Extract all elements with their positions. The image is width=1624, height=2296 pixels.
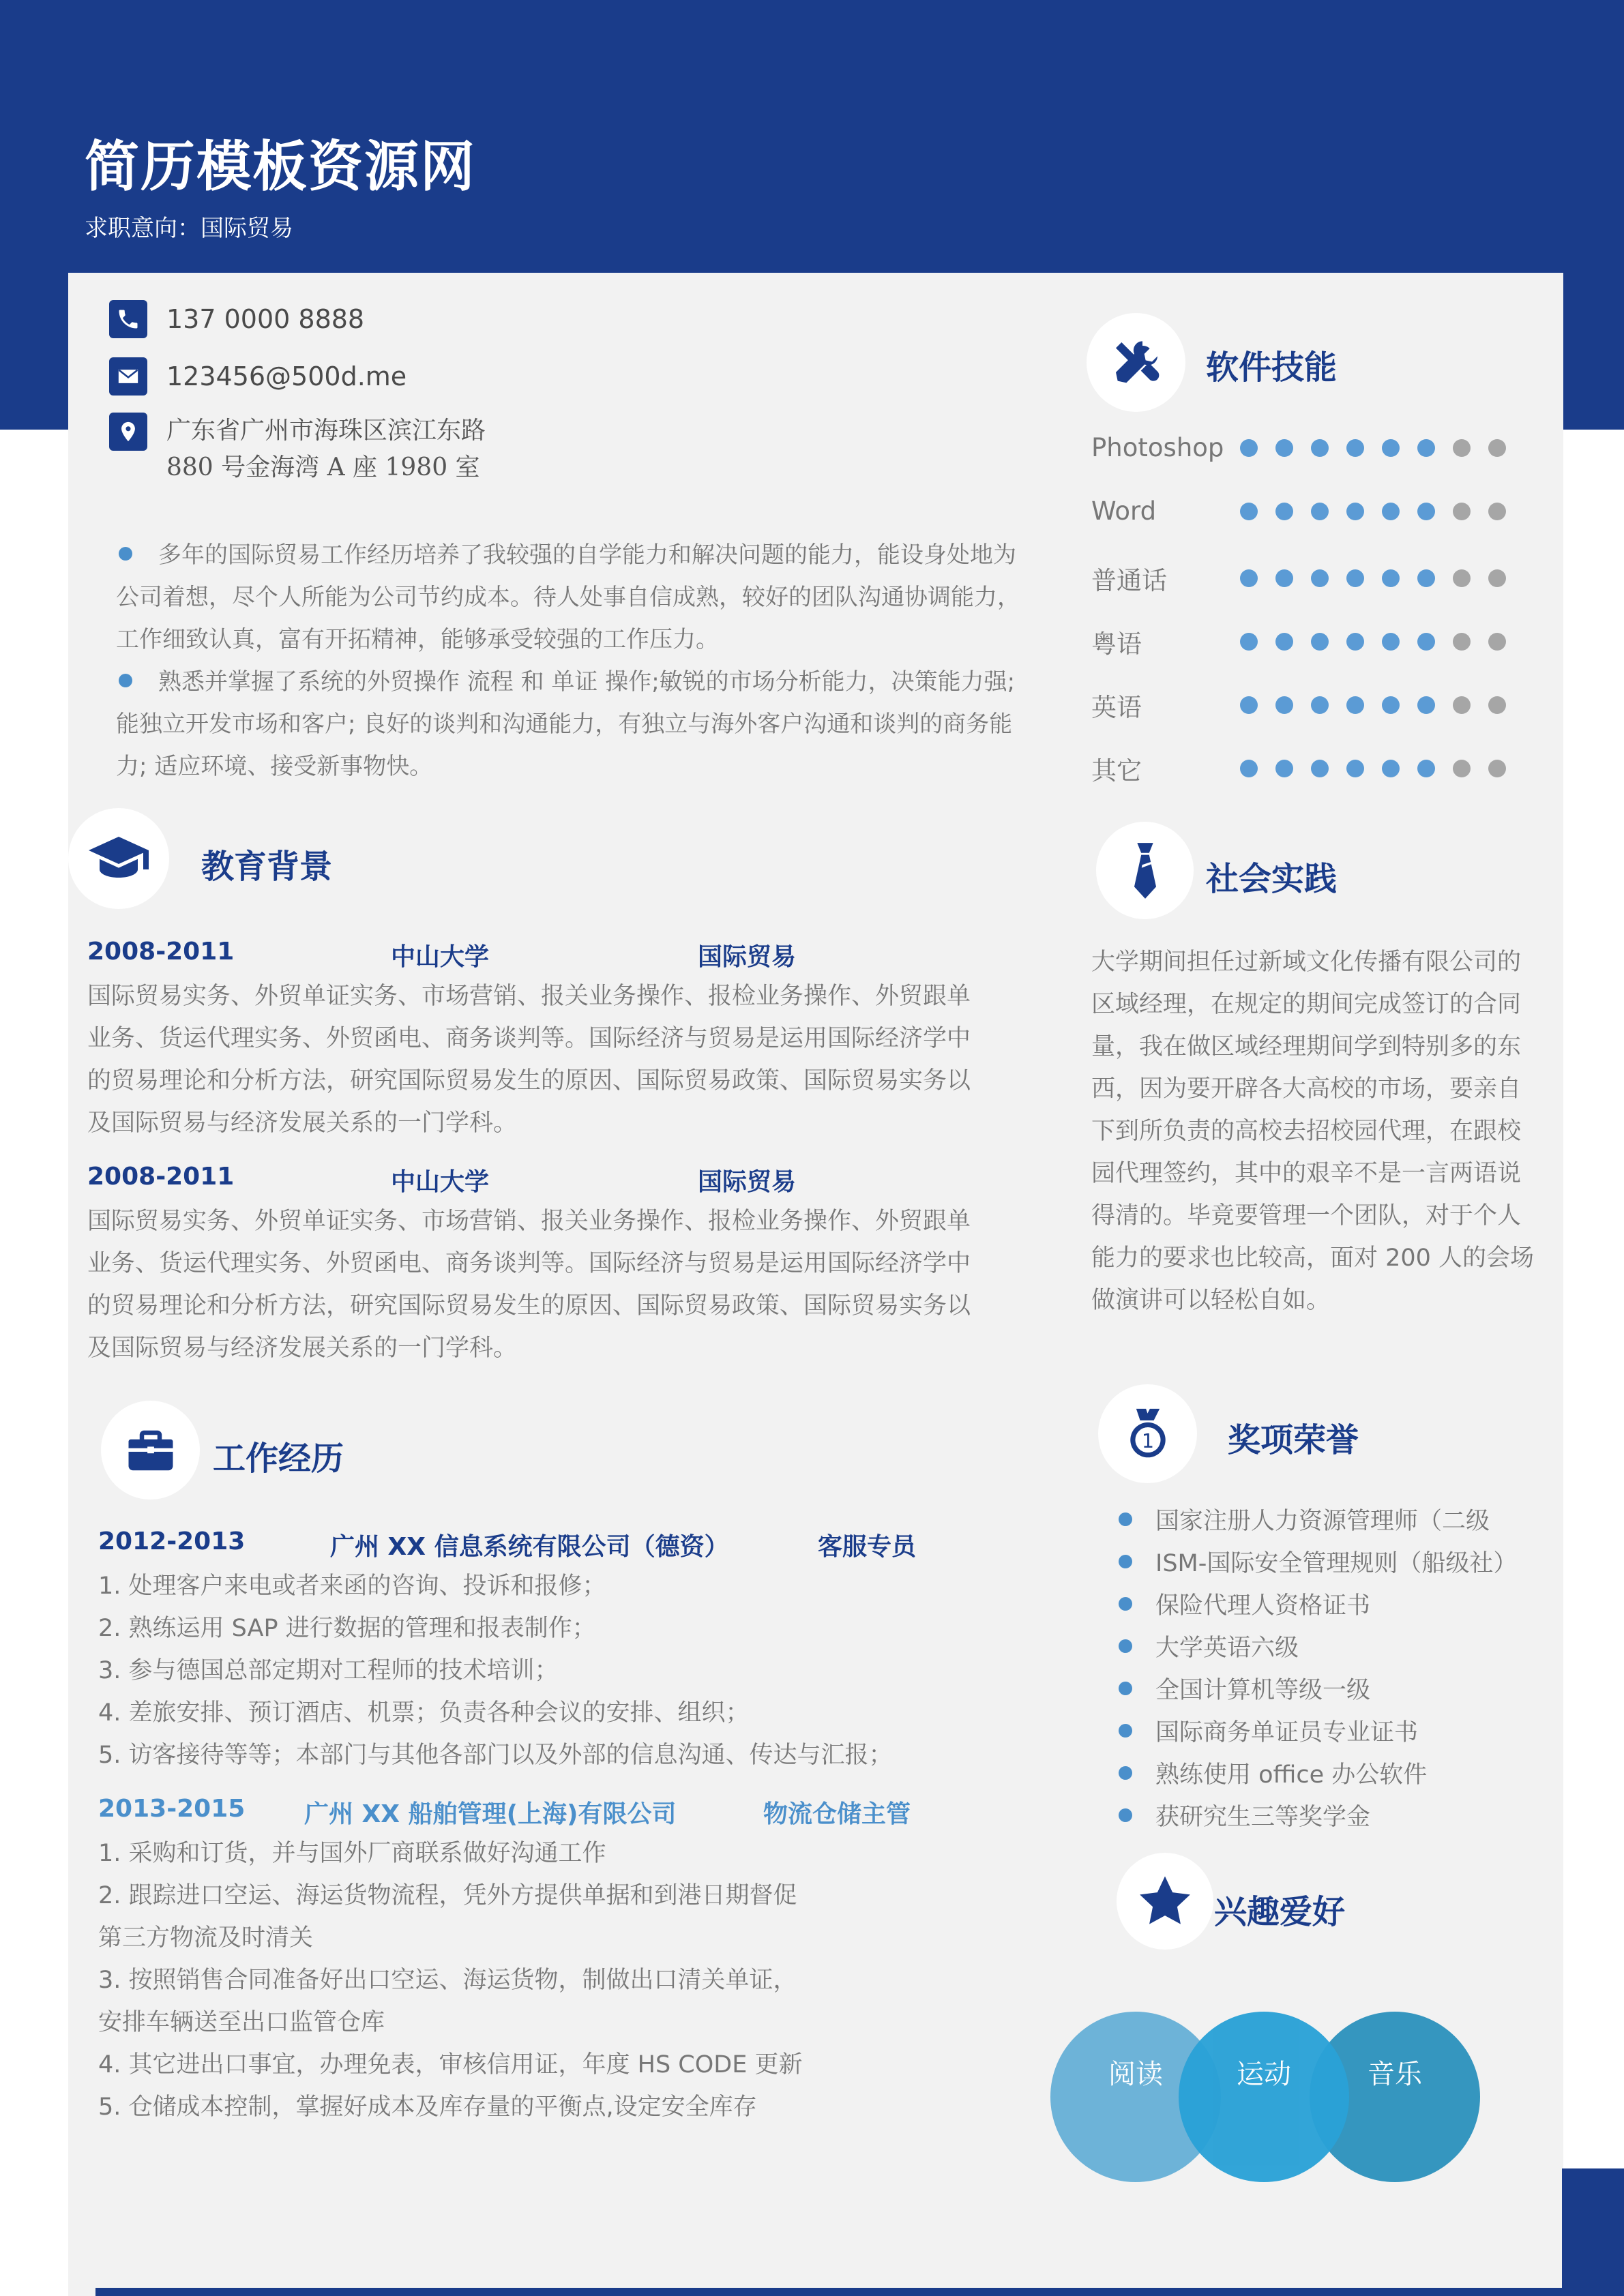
bullet-dot [1119,1724,1132,1738]
address-block [166,413,486,486]
practice-text: 大学期间担任过新域文化传播有限公司的区域经理，在规定的期间完成签订的合同量，我在做区域经理期间学到特别多的东西，因为要开辟各大高校的市场，要亲自下到所负责的高校去招校园代理，在跟校园代理签约，其中的艰辛不是一言两语说得清的。毕竟要管理一个团队，对于个人能力的要求也比较高，面对 200 人的会场做演讲可以轻松自如。 [1091,949,1535,1314]
award-item: ISM-国际安全管理规则（船级社） [1116,1542,1517,1585]
bullet-dot [1119,1639,1132,1653]
skill-dot-filled [1417,439,1435,457]
skill-row [1091,687,1524,724]
skill-dot-filled [1346,569,1364,587]
skill-dot-filled [1417,633,1435,651]
work-duty-item: 3. 参与德国总部定期对工程师的技术培训； [98,1657,559,1684]
skill-dot-filled [1275,696,1293,714]
work-duties [98,1832,1005,2128]
footer-band-right [1562,2168,1624,2296]
education-school: 中山大学 [391,1168,490,1196]
skill-row [1091,433,1524,462]
skill-level-dots [1240,503,1524,520]
skill-name: Word [1091,496,1157,526]
hobby-music: 音乐 [1310,2012,1480,2182]
work-period: 2013-2015 [98,1795,246,1823]
medal-icon [1098,1384,1197,1483]
work-company: 广州 XX 信息系统有限公司（德资） [330,1533,729,1561]
skill-dot-filled [1311,503,1329,520]
skill-dot-filled [1346,633,1364,651]
bullet-dot [1119,1766,1132,1780]
work-duty-item: 5. 访客接待等等；本部门与其他各部门以及外部的信息沟通、传达与汇报； [98,1742,893,1769]
award-item: 全国计算机等级一级 [1116,1669,1517,1712]
work-position: 客服专员 [818,1533,917,1561]
tools-icon [1087,313,1185,412]
skill-dot-filled [1417,503,1435,520]
skill-dot-empty [1488,569,1506,587]
skill-dot-filled [1382,633,1400,651]
skill-dot-filled [1382,696,1400,714]
work-duty-item: 5. 仓储成本控制，掌握好成本及库存量的平衡点,设定安全库存 [98,2093,757,2121]
skill-dot-filled [1275,439,1293,457]
address-line-1: 广东省广州市海珠区滨江东路 [166,417,486,445]
work-duty-item: 第三方物流及时清关 [98,1924,314,1952]
skill-row [1091,623,1524,660]
skill-dot-filled [1311,760,1329,777]
svg-text:1: 1 [1141,1429,1154,1452]
work-duty-item: 安排车辆送至出口监管仓库 [98,2009,385,2036]
skill-level-dots [1240,569,1524,587]
phone-icon [109,300,147,338]
star-icon [1117,1853,1213,1950]
skill-dot-empty [1453,439,1471,457]
skill-dot-empty [1453,503,1471,520]
skill-level-dots [1240,633,1524,651]
work-title: 工作经历 [213,1440,344,1478]
work-duties [98,1565,1005,1776]
education-period: 2008-2011 [87,938,235,966]
job-intent: 求职意向：国际贸易 [85,215,293,242]
skill-row [1091,750,1524,787]
education-title: 教育背景 [201,848,333,886]
bullet-dot [119,674,132,687]
skills-title: 软件技能 [1206,348,1338,387]
bullet-dot [1119,1512,1132,1526]
skill-name: 其它 [1091,756,1142,786]
hobby-sports: 运动 [1179,2012,1349,2182]
skill-dot-filled [1346,439,1364,457]
skill-dot-empty [1488,439,1506,457]
contact-address-row [109,413,486,486]
awards-title: 奖项荣誉 [1228,1421,1359,1459]
email-icon [109,357,147,396]
work-company: 广州 XX 船舶管理(上海)有限公司 [304,1800,677,1828]
award-item: 国家注册人力资源管理师（二级 [1116,1500,1517,1542]
education-major: 国际贸易 [698,943,797,971]
skill-dot-filled [1417,696,1435,714]
bullet-dot [1119,1682,1132,1695]
skill-dot-filled [1346,760,1364,777]
skill-row [1091,560,1524,597]
work-duty-item: 1. 处理客户来电或者来函的咨询、投诉和报修； [98,1572,606,1600]
bullet-dot [119,547,132,561]
skill-dot-filled [1382,439,1400,457]
summary-paragraph: 熟悉并掌握了系统的外贸操作 流程 和 单证 操作;敏锐的市场分析能力，决策能力强;能独立开发市场和客户; 良好的谈判和沟通能力，有独立与海外客户沟通和谈判的商务能力; 适应环境、接受新事物快。 [116,668,1016,780]
skill-dot-filled [1275,633,1293,651]
skill-level-dots [1240,760,1524,777]
skill-dot-filled [1275,503,1293,520]
skill-dot-empty [1453,569,1471,587]
skill-dot-filled [1311,696,1329,714]
skill-dot-filled [1346,696,1364,714]
skill-dot-filled [1382,760,1400,777]
work-duty-item: 4. 差旅安排、预订酒店、机票；负责各种会议的安排、组织； [98,1699,750,1727]
skill-dot-filled [1275,760,1293,777]
award-item: 熟练使用 office 办公软件 [1116,1754,1517,1796]
bullet-dot [1119,1555,1132,1568]
skill-dot-filled [1240,760,1258,777]
award-item: 获研究生三等奖学金 [1116,1796,1517,1838]
skill-dot-filled [1275,569,1293,587]
skill-dot-empty [1453,696,1471,714]
education-description: 国际贸易实务、外贸单证实务、市场营销、报关业务操作、报检业务操作、外贸跟单 业务、货运代理实务、外贸函电、商务谈判等。国际经济与贸易是运用国际经济学中 的贸易理论和分析方法，研究国际贸易发生的原因、国际贸易政策、国际贸易实务以 及国际贸易与经济发展关系的一门学科。 [87,1208,971,1362]
phone-text: 137 0000 8888 [166,304,365,334]
education-major: 国际贸易 [698,1168,797,1196]
skill-dot-filled [1311,439,1329,457]
work-duty-item: 2. 熟练运用 SAP 进行数据的管理和报表制作； [98,1615,596,1642]
education-period: 2008-2011 [87,1163,235,1191]
skill-dot-empty [1453,760,1471,777]
award-item: 大学英语六级 [1116,1627,1517,1669]
self-summary [116,534,1037,788]
education-description: 国际贸易实务、外贸单证实务、市场营销、报关业务操作、报检业务操作、外贸跟单 业务、货运代理实务、外贸函电、商务谈判等。国际经济与贸易是运用国际经济学中 的贸易理论和分析方法，研究国际贸易发生的原因、国际贸易政策、国际贸易实务以 及国际贸易与经济发展关系的一门学科。 [87,983,971,1137]
skill-dot-filled [1417,569,1435,587]
email-text: 123456@500d.me [166,361,407,391]
skill-dot-filled [1240,696,1258,714]
skill-dot-empty [1488,696,1506,714]
skill-name: 英语 [1091,693,1142,722]
skill-dot-filled [1240,633,1258,651]
skill-dot-filled [1240,569,1258,587]
awards-list [1116,1500,1517,1838]
bullet-dot [1119,1597,1132,1611]
bullet-dot [1119,1808,1132,1822]
skill-name: Photoshop [1091,433,1224,462]
skill-dot-filled [1311,633,1329,651]
contact-email-row [109,357,407,396]
work-period: 2012-2013 [98,1527,246,1555]
skill-dot-filled [1382,569,1400,587]
work-duty-item: 1. 采购和订货，并与国外厂商联系做好沟通工作 [98,1840,606,1867]
skill-dot-filled [1240,439,1258,457]
skill-dot-filled [1417,760,1435,777]
work-duty-item: 3. 按照销售合同准备好出口空运、海运货物，制做出口清关单证， [98,1967,797,1994]
skill-level-dots [1240,439,1524,457]
skill-level-dots [1240,696,1524,714]
contact-phone-row [109,300,364,338]
education-school: 中山大学 [391,943,490,971]
footer-band-bottom [95,2288,1624,2296]
summary-paragraph: 多年的国际贸易工作经历培养了我较强的自学能力和解决问题的能力，能设身处地为公司着想，尽个人所能为公司节约成本。待人处事自信成熟，较好的团队沟通协调能力，工作细致认真，富有开拓精神，能够承受较强的工作压力。 [116,541,1020,653]
work-duty-item: 2. 跟踪进口空运、海运货物流程，凭外方提供单据和到港日期督促 [98,1882,797,1909]
skill-dot-empty [1488,760,1506,777]
skill-name: 粤语 [1091,629,1142,659]
skill-dot-filled [1240,503,1258,520]
skill-dot-empty [1488,503,1506,520]
award-item: 保险代理人资格证书 [1116,1585,1517,1627]
tie-icon [1096,822,1194,919]
work-duty-item: 4. 其它进出口事宜，办理免表，审核信用证，年度 HS CODE 更新 [98,2051,803,2078]
work-position: 物流仓储主管 [763,1800,911,1828]
skill-dot-empty [1453,633,1471,651]
skill-dot-filled [1311,569,1329,587]
skill-dot-filled [1346,503,1364,520]
address-line-2: 880 号金海湾 A 座 1980 室 [166,453,480,481]
practice-title: 社会实践 [1206,860,1338,898]
skill-dot-empty [1488,633,1506,651]
award-item: 国际商务单证员专业证书 [1116,1712,1517,1754]
skill-dot-filled [1382,503,1400,520]
briefcase-icon [101,1401,200,1500]
hobby-reading: 阅读 [1050,2012,1221,2182]
hobbies-title: 兴趣爱好 [1214,1893,1346,1931]
skill-row [1091,496,1524,526]
location-pin-icon [109,413,147,451]
graduation-cap-icon [68,808,169,909]
resume-name: 简历模板资源网 [85,135,476,198]
skill-name: 普通话 [1091,566,1167,595]
